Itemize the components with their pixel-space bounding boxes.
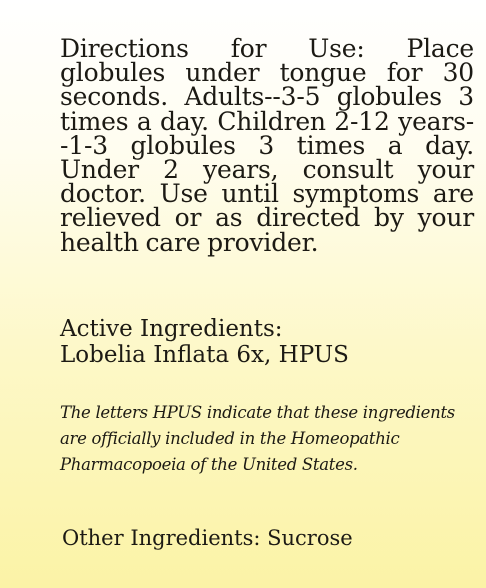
active-ingredients-section — [60, 316, 480, 368]
hpus-note-text: The letters HPUS indicate that these ingredients are officially included in the Homeopathic Pharmacopoeia of the United States. — [60, 403, 455, 474]
directions-for-use-text: Directions for Use: Place globules under tongue for 30 seconds. Adults--3-5 globules 3 times a day. Children 2-12 years--1-3 globules 3 times a day. Under 2 years, consult your doctor. Use until symptoms are relieved or as directed by your health care provider. — [60, 34, 474, 257]
active-ingredients-heading: Active Ingredients: — [60, 316, 283, 342]
active-ingredients-value: Lobelia Inflata 6x, HPUS — [60, 342, 349, 368]
other-ingredients-text: Other Ingredients: Sucrose — [62, 526, 353, 550]
